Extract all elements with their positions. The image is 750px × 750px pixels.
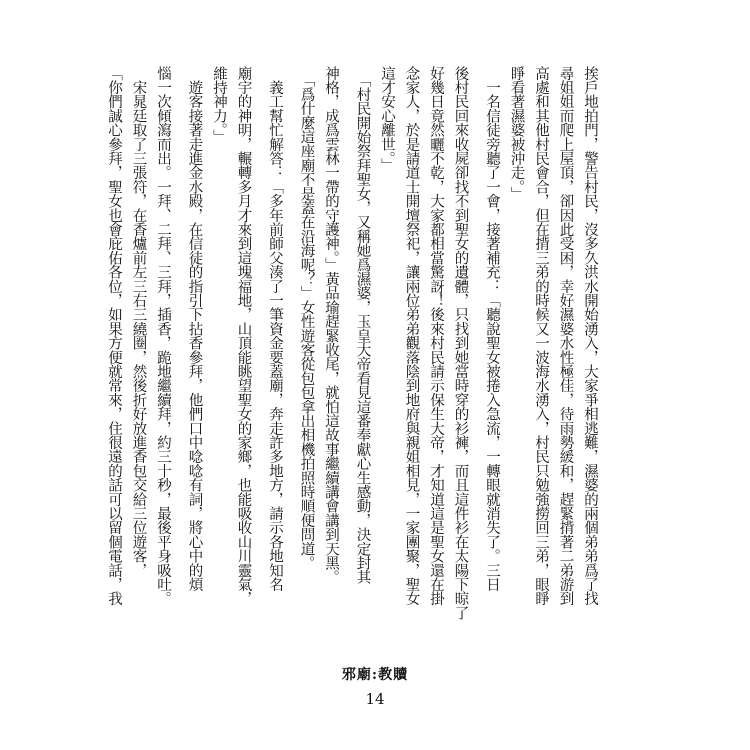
- text-line: 睜看著濕婆被沖走。」: [508, 66, 525, 201]
- text-line: 遊客接著走進金水殿，在信徒的指引下拈香參拜，他們口中唸唸有詞，將心中的煩: [186, 66, 203, 592]
- text-line: 「你們誠心參拜，聖女也會庇佑各位，如果方便就常來，住很遠的話可以留個電話，我: [106, 66, 122, 606]
- text-line: 這才安心離世。」: [379, 66, 395, 173]
- text-line: 挨戶地拍門，警告村民，沒多久洪水開始湧入，大家爭相逃難，濕婆的兩個弟弟爲了找: [582, 66, 598, 606]
- text-line: 宋晁廷取了三張符，在香爐前左三右三繞圈，然後折好放進香包交給三位遊客，: [130, 66, 147, 578]
- text-line: 念家人，於是請道士開壇祭祀，讓兩位弟弟觀落陰到地府與親姐相見，一家團聚，聖女: [403, 66, 420, 606]
- text-line: 「村民開始祭拜聖女，又稱她爲濕婆，玉皇大帝看見這番奉獻心生感動，決定封其: [354, 66, 371, 585]
- text-line: 尋姐姐而爬上屋頂，卻因此受困，幸好濕婆水性極佳，待雨勢緩和，趕緊揹著二弟游到: [557, 66, 574, 606]
- text-line: 廟宇的神明，輾轉多月才來到這塊福地，山頂能眺望聖女的家鄉，也能吸收山川靈氣，: [235, 66, 252, 606]
- text-line: 惱一次傾瀉而出。一拜、二拜、三拜，插香，跪地繼續拜，約三十秒，最後平身吸吐。: [155, 66, 171, 606]
- text-line: 神格，成爲雲林一帶的守護神。」黃品瑜趕緊收尾，就怕這故事繼續講會講到天黑。: [323, 66, 339, 585]
- text-line: 好幾日竟然曬不乾，大家都相當驚訝！後來村民請示保生大帝，才知道這是聖女還在掛: [428, 66, 444, 606]
- text-line: 維持神力。」: [211, 66, 227, 144]
- text-line: 義工幫忙解答：「多年前師父湊了一筆資金要蓋廟，奔走許多地方，請示各地知名: [267, 66, 283, 592]
- text-line: 後村民回來收屍卻找不到聖女的遺體，只找到她當時穿的衫褲，而且這件衫在太陽下晾了: [452, 66, 469, 620]
- body-text: [102, 66, 603, 620]
- text-line: 高處和其他村民會合，但在揹三弟的時候又一波海水湧入，村民只勉強撈回三弟，眼睜: [533, 66, 549, 606]
- running-head: 邪廟:教贖: [341, 667, 409, 683]
- text-line: 「爲什麼這座廟不是蓋在沿海呢？」女性遊客從包包拿出相機拍照時順便問道。: [298, 66, 315, 570]
- text-line: 一名信徒旁聽了一會，接著補充：「聽說聖女被捲入急流，一轉眼就消失了。三日: [484, 66, 500, 592]
- page-number: 14: [365, 690, 385, 708]
